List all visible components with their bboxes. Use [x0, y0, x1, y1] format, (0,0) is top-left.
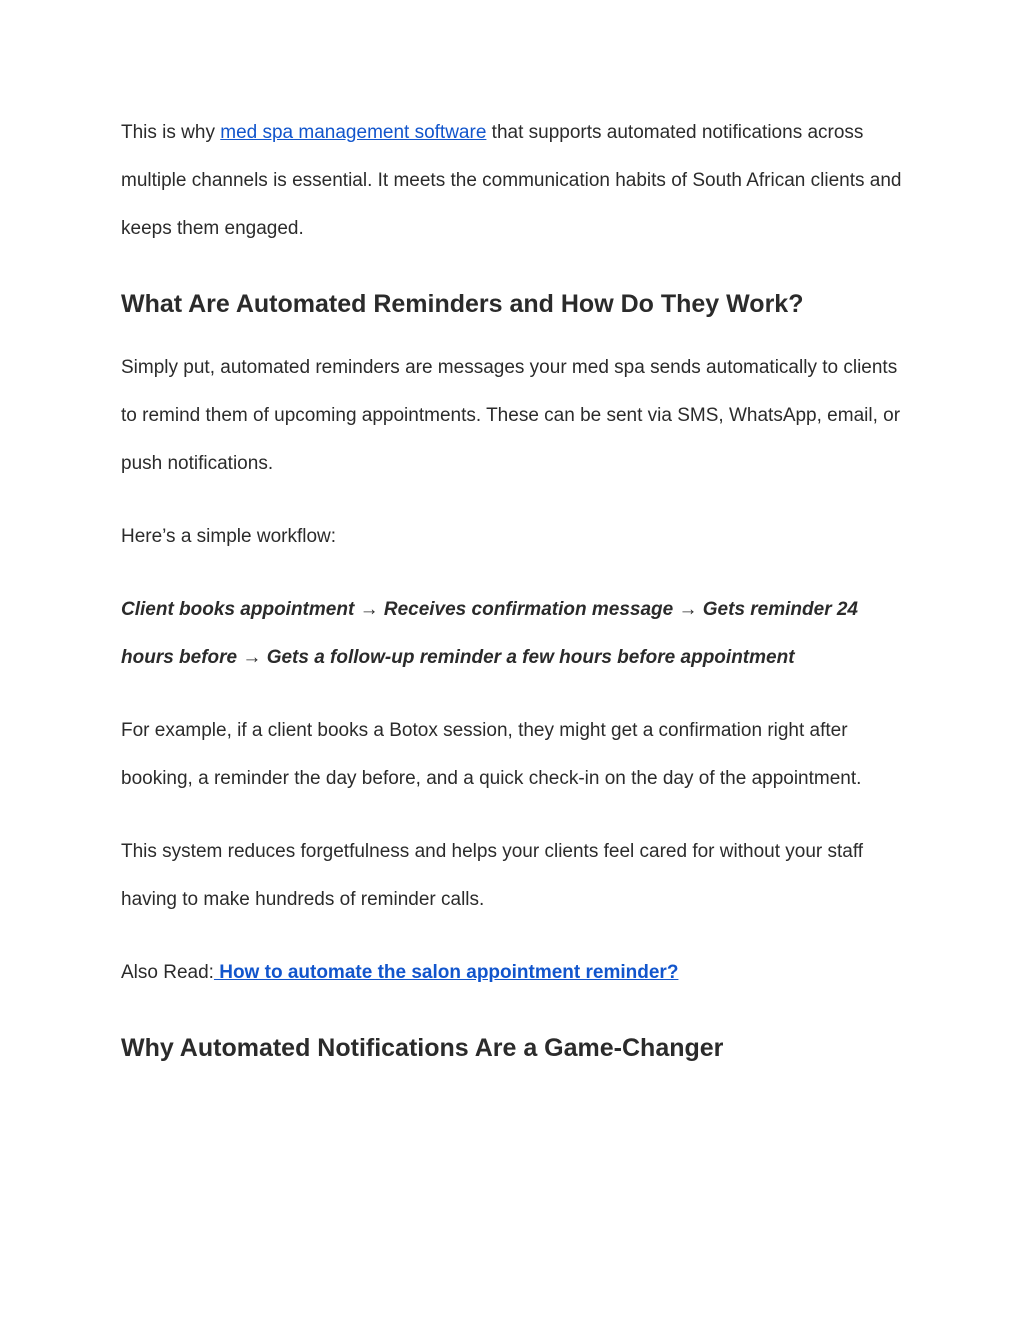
- arrow-icon: →: [359, 599, 379, 620]
- reminders-definition-paragraph: Simply put, automated reminders are messages your med spa sends automatically to clients to remind them of upcoming appointments. These can be sent via SMS, WhatsApp, email, or push notifications.: [121, 357, 901, 474]
- workflow-intro: Here’s a simple workflow:: [121, 526, 337, 547]
- salon-reminder-article-link[interactable]: How to automate the salon appointment reminder?: [213, 962, 679, 983]
- arrow-icon: →: [242, 647, 262, 668]
- intro-text-start: This is why: [121, 122, 221, 143]
- also-read-label: Also Read:: [121, 962, 214, 983]
- intro-text-end: that supports automated notifications across multiple channels is essential. It meets the communication habits of South African clients and keeps them engaged.: [121, 122, 902, 239]
- also-read: [121, 949, 911, 997]
- med-spa-software-link[interactable]: med spa management software: [220, 122, 487, 143]
- intro-paragraph: [121, 109, 911, 253]
- botox-example-paragraph: For example, if a client books a Botox session, they might get a confirmation right after booking, a reminder the day before, and a quick check-in on the day of the appointment.: [121, 720, 862, 789]
- document-page: [121, 109, 911, 1066]
- workflow-step-2: Receives confirmation message: [383, 599, 674, 620]
- workflow-steps: [121, 586, 911, 682]
- section-heading-automated-reminders: What Are Automated Reminders and How Do They Work?: [121, 290, 804, 318]
- section-heading-game-changer: Why Automated Notifications Are a Game-Changer: [121, 1034, 724, 1062]
- workflow-step-4: Gets a follow-up reminder a few hours before appointment: [266, 647, 795, 668]
- workflow-step-3: Gets reminder 24 hours before: [121, 599, 859, 668]
- system-benefit-paragraph: This system reduces forgetfulness and helps your clients feel cared for without your staff having to make hundreds of reminder calls.: [121, 841, 864, 910]
- arrow-icon: →: [678, 599, 698, 620]
- workflow-step-1: Client books appointment: [121, 599, 355, 620]
